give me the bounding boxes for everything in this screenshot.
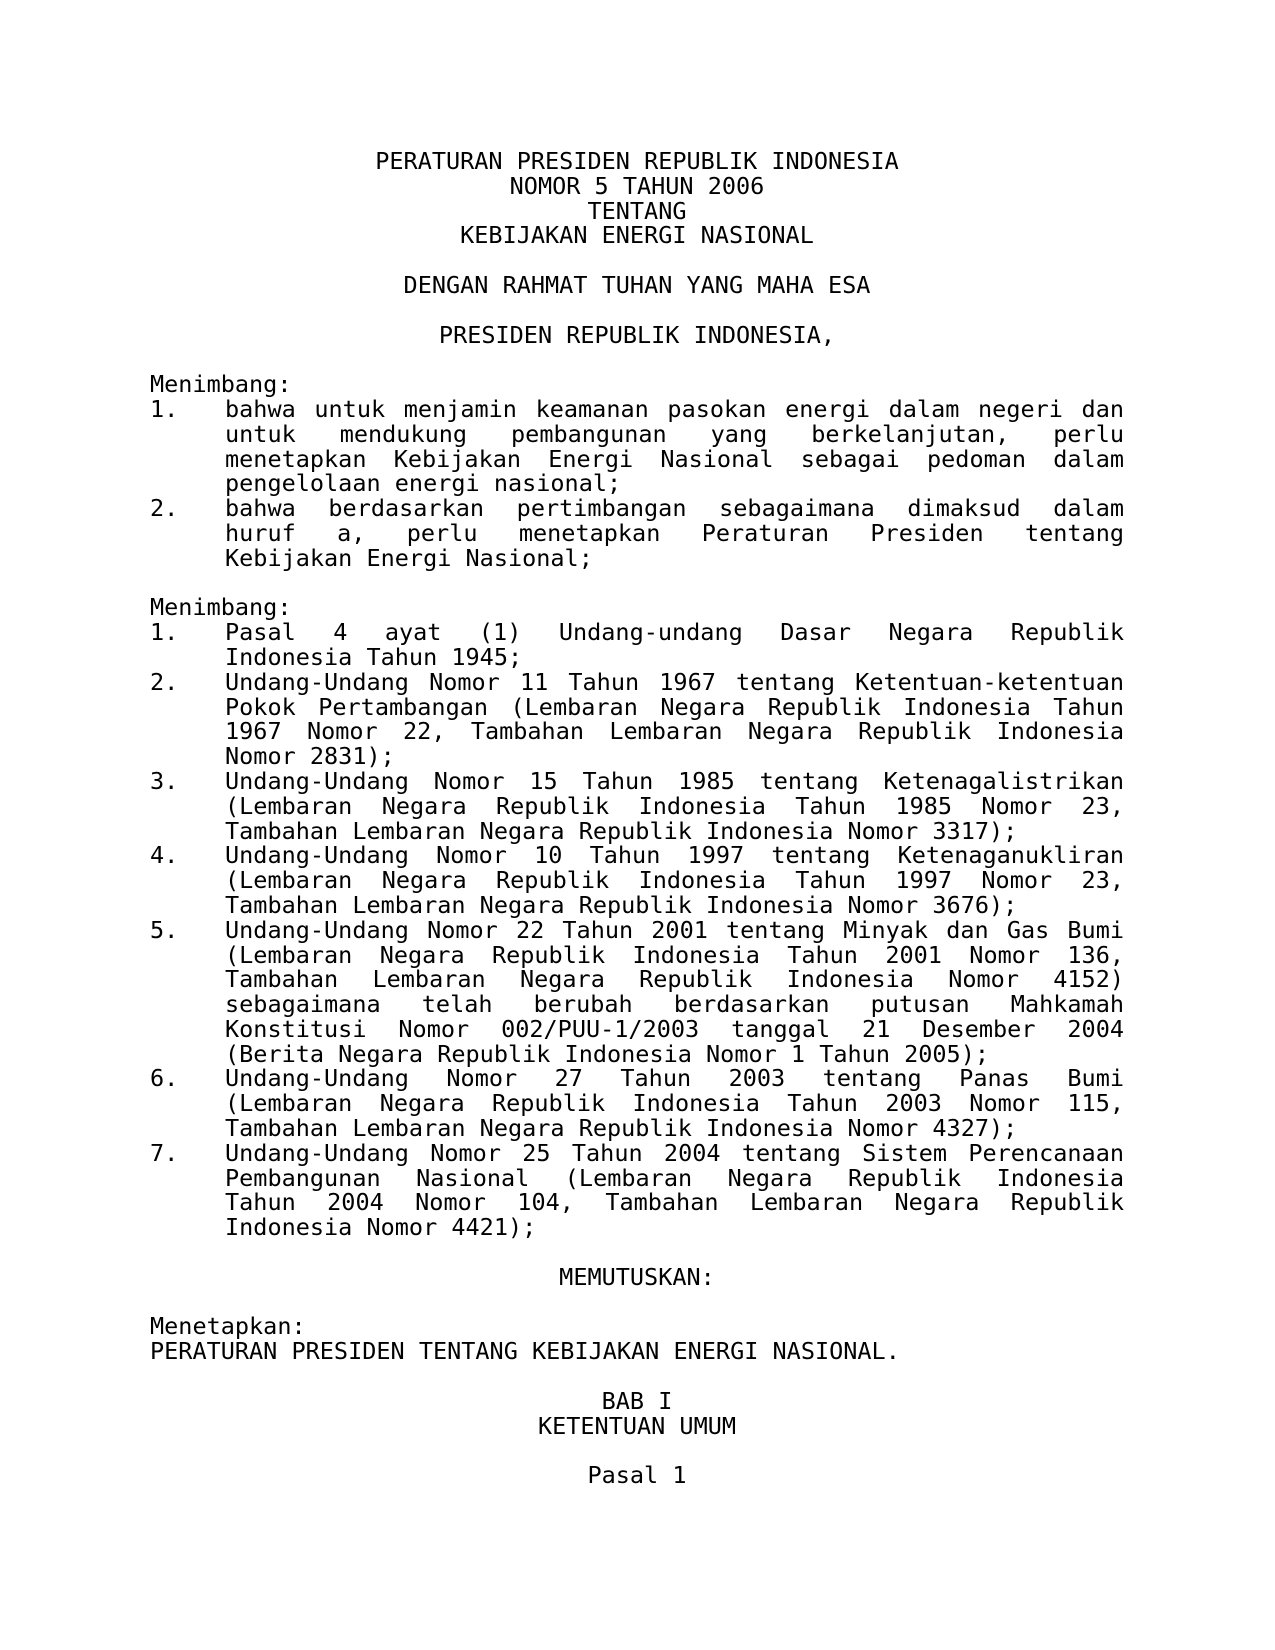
item-line: Undang-Undang Nomor 22 Tahun 2001 tentang Minyak dan Gas Bumi	[225, 915, 1124, 944]
item-line: sebagaimana telah berubah berdasarkan putusan Mahkamah	[225, 990, 1124, 1019]
item-text	[225, 766, 1124, 845]
list-item	[150, 496, 1124, 570]
list-item	[150, 766, 1124, 845]
item-line: Pasal 4 ayat (1) Undang-undang Dasar Negara Republik	[225, 618, 1124, 647]
item-line: bahwa untuk menjamin keamanan pasokan energi dalam negeri dan	[225, 394, 1124, 423]
list-item	[150, 843, 1124, 917]
item-line: Tambahan Lembaran Negara Republik Indonesia Nomor 4327);	[225, 1114, 1018, 1143]
article-heading: Pasal 1	[587, 1461, 687, 1490]
item-line: 1967 Nomor 22, Tambahan Lembaran Negara Republik Indonesia	[225, 717, 1124, 746]
item-text	[225, 915, 1124, 1068]
item-line: Pokok Pertambangan (Lembaran Negara Republik Indonesia Tahun	[225, 692, 1124, 721]
list-item	[150, 1064, 1124, 1143]
regulation-subject: KEBIJAKAN ENERGI NASIONAL	[460, 221, 814, 250]
establish-text: PERATURAN PRESIDEN TENTANG KEBIJAKAN ENERGI NASIONAL.	[150, 1337, 900, 1366]
item-line: (Lembaran Negara Republik Indonesia Tahun 2001 Nomor 136,	[225, 940, 1124, 969]
considering-list	[150, 394, 1124, 572]
item-line: Pembangunan Nasional (Lembaran Negara Republik Indonesia	[225, 1163, 1124, 1192]
regulation-number: NOMOR 5 TAHUN 2006	[509, 171, 765, 200]
item-line: Undang-Undang Nomor 10 Tahun 1997 tentang Ketenaganukliran	[225, 841, 1124, 870]
item-number: 4.	[150, 841, 179, 870]
item-text	[225, 843, 1124, 917]
list-item	[150, 620, 1124, 670]
item-line: Undang-Undang Nomor 15 Tahun 1985 tentang Ketenagalistrikan	[225, 766, 1124, 795]
item-number: 7.	[150, 1138, 179, 1167]
item-line: bahwa berdasarkan pertimbangan sebagaimana dimaksud dalam	[225, 494, 1124, 523]
item-line: Undang-Undang Nomor 11 Tahun 1967 tentang Ketentuan-ketentuan	[225, 667, 1124, 696]
list-item	[150, 915, 1124, 1068]
item-number: 6.	[150, 1064, 179, 1093]
item-number: 3.	[150, 766, 179, 795]
item-line: Undang-Undang Nomor 25 Tahun 2004 tentang Sistem Perencanaan	[225, 1138, 1124, 1167]
item-line: untuk mendukung pembangunan yang berkelanjutan, perlu	[225, 419, 1124, 448]
list-item	[150, 1138, 1124, 1242]
item-number: 1.	[150, 618, 179, 647]
item-number: 5.	[150, 915, 179, 944]
item-line: Konstitusi Nomor 002/PUU-1/2003 tanggal 21 Desember 2004	[225, 1014, 1124, 1043]
considering-label: Menimbang:	[150, 370, 292, 399]
item-text	[225, 667, 1124, 771]
item-number: 2.	[150, 667, 179, 696]
item-text	[225, 394, 1124, 498]
item-line: Tambahan Lembaran Negara Republik Indonesia Nomor 4152)	[225, 965, 1124, 994]
item-line: pengelolaan energi nasional;	[225, 469, 622, 498]
item-line: Tambahan Lembaran Negara Republik Indonesia Nomor 3317);	[225, 816, 1018, 845]
regulation-title: PERATURAN PRESIDEN REPUBLIK INDONESIA	[375, 147, 899, 175]
invocation: DENGAN RAHMAT TUHAN YANG MAHA ESA	[403, 270, 871, 299]
item-line: (Berita Negara Republik Indonesia Nomor 1 Tahun 2005);	[225, 1039, 990, 1068]
item-line: (Lembaran Negara Republik Indonesia Tahun 1985 Nomor 23,	[225, 791, 1124, 820]
item-line: (Lembaran Negara Republik Indonesia Tahun 1997 Nomor 23,	[225, 866, 1124, 895]
list-item	[150, 394, 1124, 498]
item-number: 1.	[150, 394, 179, 423]
regulation-about: TENTANG	[587, 196, 687, 225]
item-line: menetapkan Kebijakan Energi Nasional sebagai pedoman dalam	[225, 444, 1124, 473]
item-line: Indonesia Tahun 1945;	[225, 642, 523, 671]
establish-label: Menetapkan:	[150, 1312, 306, 1341]
item-line: Tambahan Lembaran Negara Republik Indonesia Nomor 3676);	[225, 890, 1018, 919]
item-line: Kebijakan Energi Nasional;	[225, 543, 593, 572]
item-text	[225, 620, 1124, 670]
chapter-number: BAB I	[601, 1386, 673, 1415]
document-body	[150, 149, 1124, 1488]
item-text	[225, 496, 1124, 570]
item-text	[225, 1064, 1124, 1143]
president-heading: PRESIDEN REPUBLIK INDONESIA,	[438, 320, 836, 349]
legal-basis-list	[150, 620, 1124, 1240]
item-line: Indonesia Nomor 4421);	[225, 1213, 537, 1242]
item-text	[225, 1138, 1124, 1242]
decision-heading: MEMUTUSKAN:	[559, 1262, 715, 1291]
list-item	[150, 667, 1124, 771]
item-line: huruf a, perlu menetapkan Peraturan Presiden tentang	[225, 518, 1124, 547]
item-line: Tahun 2004 Nomor 104, Tambahan Lembaran Negara Republik	[225, 1188, 1124, 1217]
item-line: (Lembaran Negara Republik Indonesia Tahun 2003 Nomor 115,	[225, 1089, 1124, 1118]
chapter-title: KETENTUAN UMUM	[537, 1411, 737, 1440]
item-number: 2.	[150, 494, 179, 523]
item-line: Nomor 2831);	[225, 742, 395, 771]
legal-basis-label: Menimbang:	[150, 593, 292, 622]
item-line: Undang-Undang Nomor 27 Tahun 2003 tentang Panas Bumi	[225, 1064, 1124, 1093]
